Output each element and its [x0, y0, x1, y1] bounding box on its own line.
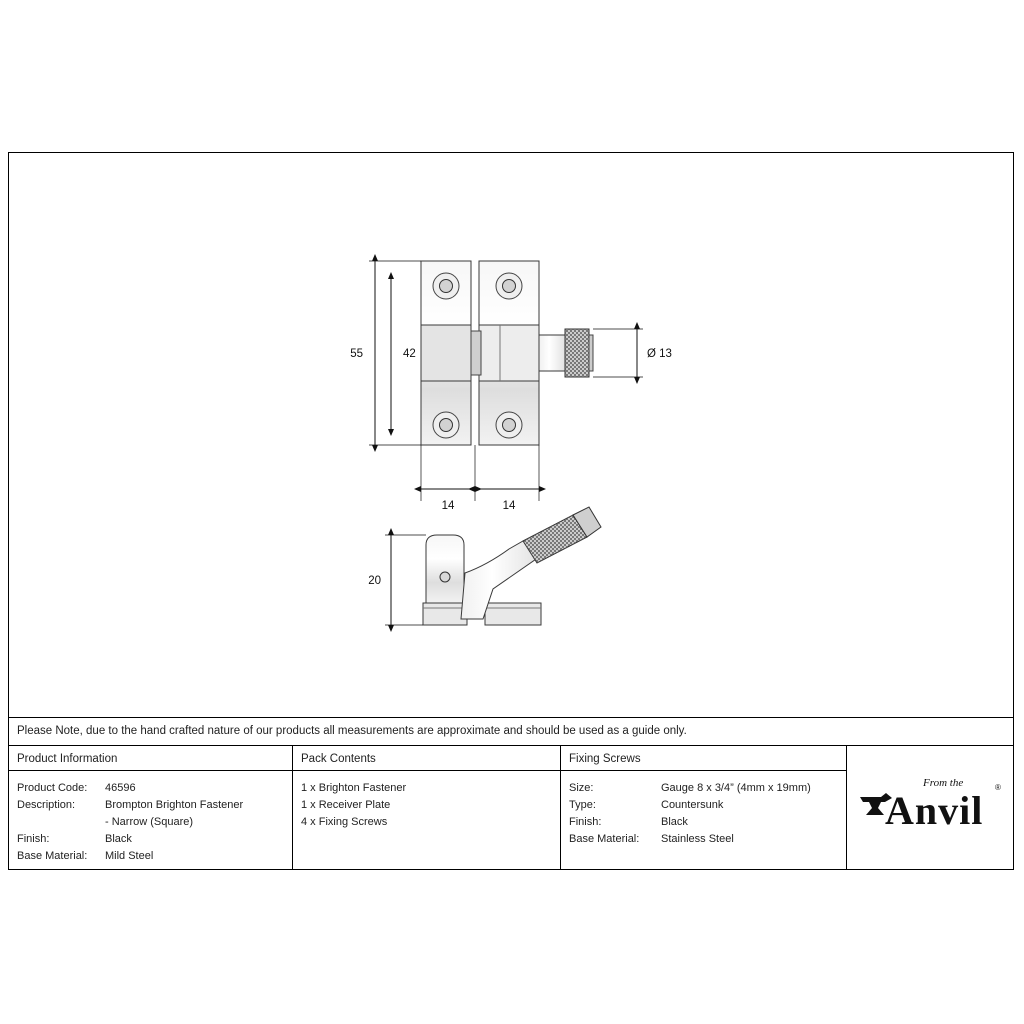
dim-42 — [391, 279, 416, 429]
dim-55-label: 55 — [350, 348, 363, 360]
finish-row — [17, 831, 292, 848]
dim-42-label: 42 — [403, 348, 416, 360]
finish-value: Black — [105, 833, 132, 845]
description-row — [17, 797, 292, 814]
dim-14-left — [421, 445, 475, 512]
base-material-value: Mild Steel — [105, 850, 154, 862]
side-view — [423, 507, 601, 625]
finish-label: Finish: — [17, 833, 50, 845]
front-view — [421, 261, 593, 445]
screw-size-row — [569, 780, 846, 797]
logo-anvil-text: Anvil — [885, 788, 984, 833]
screw-finish-row — [569, 814, 846, 831]
dim-14-left-label: 14 — [441, 500, 455, 512]
screw-size-label: Size: — [569, 782, 594, 794]
base-material-row — [17, 848, 292, 865]
pack-contents-heading: Pack Contents — [293, 746, 560, 771]
dim-14-right-label: 14 — [502, 500, 516, 512]
dim-14-right — [475, 445, 539, 512]
dim-diameter-13 — [593, 329, 672, 377]
screw-type-label: Type: — [569, 799, 596, 811]
pack-contents-item: 4 x Fixing Screws — [301, 816, 388, 828]
screw-base-material-value: Stainless Steel — [661, 833, 734, 845]
product-information-body — [9, 771, 292, 865]
drawing-sheet — [8, 152, 1014, 870]
base-material-label: Base Material: — [17, 850, 88, 862]
fixing-screws-column — [561, 746, 847, 869]
screw-finish-value: Black — [661, 816, 688, 828]
product-code-value: 46596 — [105, 782, 136, 794]
fixing-screws-body — [561, 771, 846, 848]
measurement-note: Please Note, due to the hand crafted nature of our products all measurements are approximate and should be used as a guide only. — [9, 717, 1013, 745]
pack-contents-item: 1 x Brighton Fastener — [301, 782, 407, 794]
technical-drawing — [9, 153, 1013, 717]
dim-20 — [368, 535, 426, 625]
screw-base-material-row — [569, 831, 846, 848]
screw-finish-label: Finish: — [569, 816, 602, 828]
screw-type-value: Countersunk — [661, 799, 724, 811]
description-value: Brompton Brighton Fastener — [105, 799, 244, 811]
pack-contents-item: 1 x Receiver Plate — [301, 799, 391, 811]
screw-type-row — [569, 797, 846, 814]
info-table — [9, 745, 1013, 869]
brand-logo-column — [847, 746, 1013, 869]
screw-size-value: Gauge 8 x 3/4” (4mm x 19mm) — [661, 782, 811, 794]
drawing-svg — [9, 153, 1013, 717]
description-label: Description: — [17, 799, 76, 811]
pack-contents-body — [293, 771, 560, 831]
product-information-heading: Product Information — [9, 746, 292, 771]
dim-20-label: 20 — [368, 575, 381, 587]
product-code-row — [17, 780, 292, 797]
screw-base-material-label: Base Material: — [569, 833, 640, 845]
pack-contents-column — [293, 746, 561, 869]
description-value-line2: - Narrow (Square) — [105, 816, 194, 828]
logo-from-the-text: From the — [923, 777, 964, 789]
brand-logo — [847, 746, 1013, 870]
dim-diameter-13-label: Ø 13 — [647, 348, 672, 360]
logo-registered-mark: ® — [995, 783, 1001, 792]
fixing-screws-heading: Fixing Screws — [561, 746, 846, 771]
product-information-column — [9, 746, 293, 869]
product-code-label: Product Code: — [17, 782, 88, 794]
